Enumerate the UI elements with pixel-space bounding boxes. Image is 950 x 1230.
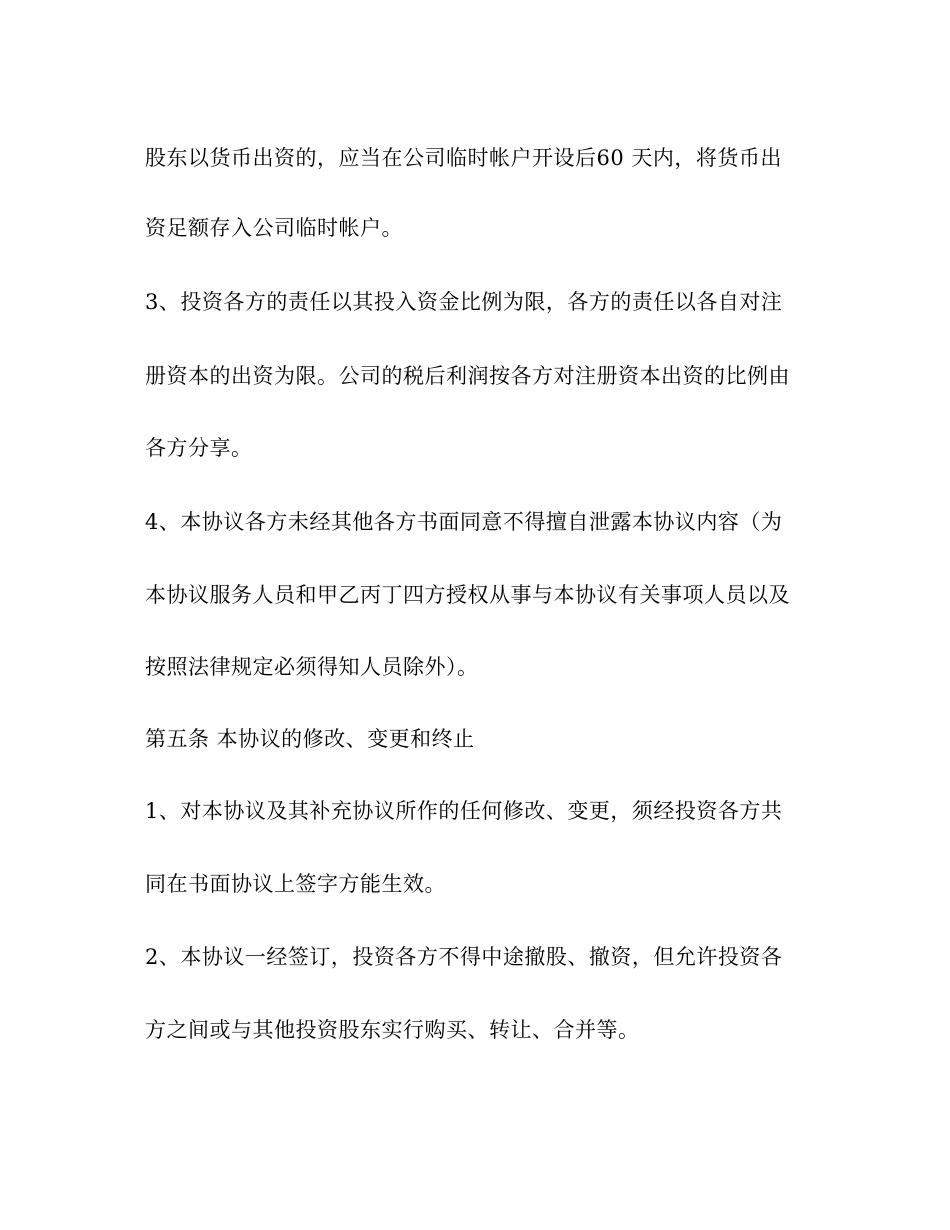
paragraph-line: 方之间或与其他投资股东实行购买、转让、合并等。 bbox=[145, 1018, 640, 1042]
paragraph-line: 册资本的出资为限。公司的税后利润按各方对注册资本出资的比例由 bbox=[145, 364, 790, 388]
paragraph-line: 4、本协议各方未经其他各方书面同意不得擅自泄露本协议内容（为 bbox=[145, 510, 783, 534]
paragraph-line: 1、对本协议及其补充协议所作的任何修改、变更，须经投资各方共 bbox=[145, 799, 783, 823]
paragraph-line: 同在书面协议上签字方能生效。 bbox=[145, 872, 446, 896]
paragraph-line: 2、本协议一经签订，投资各方不得中途撤股、撤资，但允许投资各 bbox=[145, 945, 783, 969]
paragraph-line: 本协议服务人员和甲乙丙丁四方授权从事与本协议有关事项人员以及 bbox=[145, 583, 790, 607]
paragraph-line: 3、投资各方的责任以其投入资金比例为限，各方的责任以各自对注 bbox=[145, 290, 783, 314]
paragraph-line: 股东以货币出资的，应当在公司临时帐户开设后60 天内，将货币出 bbox=[145, 146, 782, 170]
section-heading: 第五条 本协议的修改、变更和终止 bbox=[145, 727, 475, 751]
paragraph-line: 按照法律规定必须得知人员除外）。 bbox=[145, 655, 479, 679]
paragraph-line: 各方分享。 bbox=[145, 436, 253, 460]
paragraph-line: 资足额存入公司临时帐户。 bbox=[145, 216, 403, 240]
